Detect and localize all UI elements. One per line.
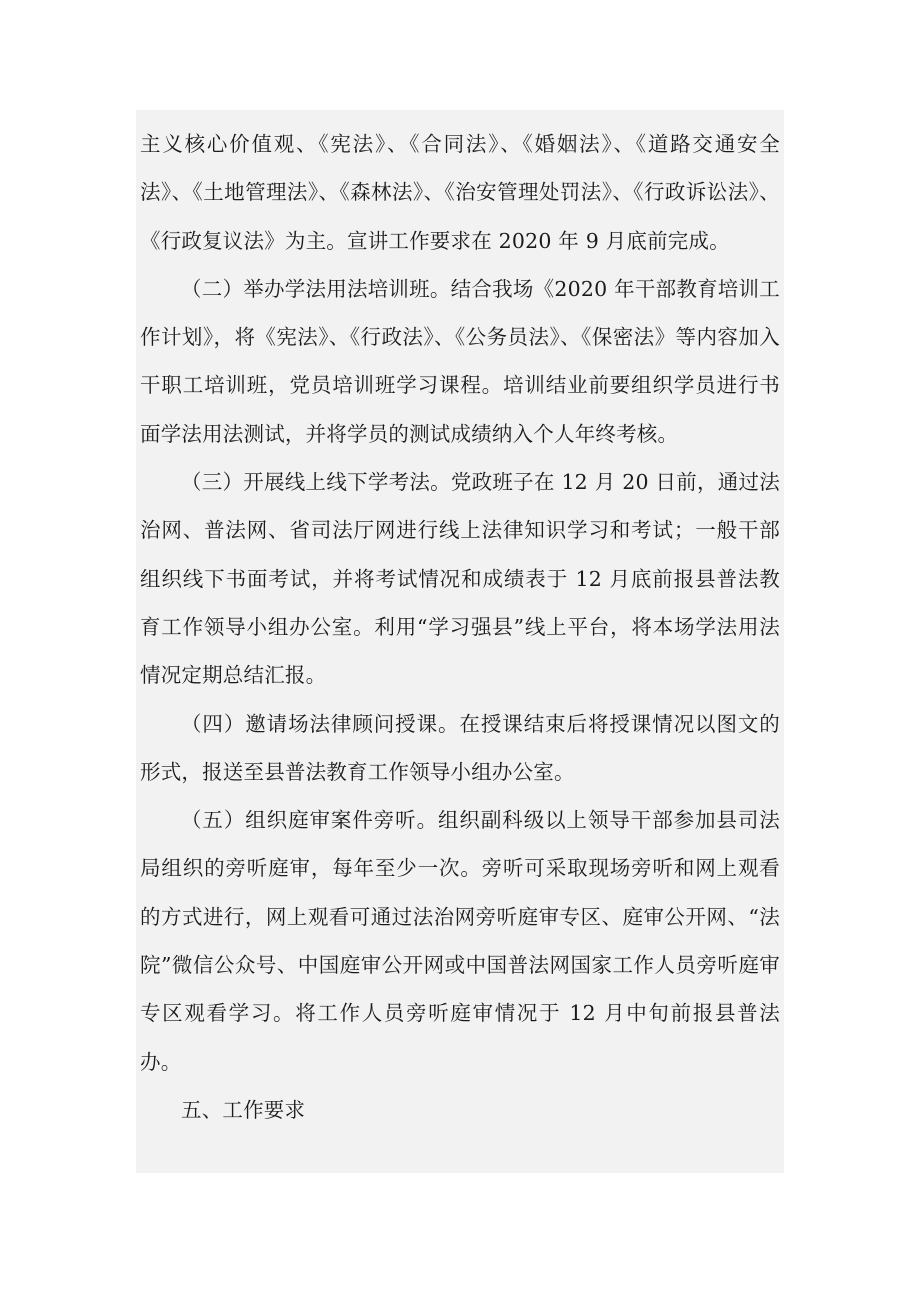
paragraph-item-3: （三）开展线上线下学考法。党政班子在 12 月 20 日前，通过法治网、普法网、省司法厅网进行线上法律知识学习和考试；一般干部组织线下书面考试，并将考试情况和成绩表于 12 月底前报县普法教育工作领导小组办公室。利用“学习强县”线上平台，将本场学法用法情况定期总结汇报。 xyxy=(140,470,780,688)
document-body xyxy=(136,110,784,1173)
paragraph-item-4: （四）邀请场法律顾问授课。在授课结束后将授课情况以图文的形式，报送至县普法教育工作领导小组办公室。 xyxy=(140,711,780,784)
section-heading: 五、工作要求 xyxy=(181,1097,306,1122)
paragraph-intro-continuation: 主义核心价值观、《宪法》、《合同法》、《婚姻法》、《道路交通安全法》、《土地管理法》、《森林法》、《治安管理处罚法》、《行政诉讼法》、《行政复议法》为主。宣讲工作要求在 2020 年 9 月底前完成。 xyxy=(140,132,780,253)
paragraph-item-5: （五）组织庭审案件旁听。组织副科级以上领导干部参加县司法局组织的旁听庭审，每年至少一次。旁听可采取现场旁听和网上观看的方式进行，网上观看可通过法治网旁听庭审专区、庭审公开网、“法院”微信公众号、中国庭审公开网或中国普法网国家工作人员旁听庭审专区观看学习。将工作人员旁听庭审情况于 12 月中旬前报县普法办。 xyxy=(140,808,780,1074)
paragraph-item-2: （二）举办学法用法培训班。结合我场《2020 年干部教育培训工作计划》，将《宪法》、《行政法》、《公务员法》、《保密法》等内容加入干职工培训班，党员培训班学习课程。培训结业前要组织学员进行书面学法用法测试，并将学员的测试成绩纳入个人年终考核。 xyxy=(140,276,780,446)
